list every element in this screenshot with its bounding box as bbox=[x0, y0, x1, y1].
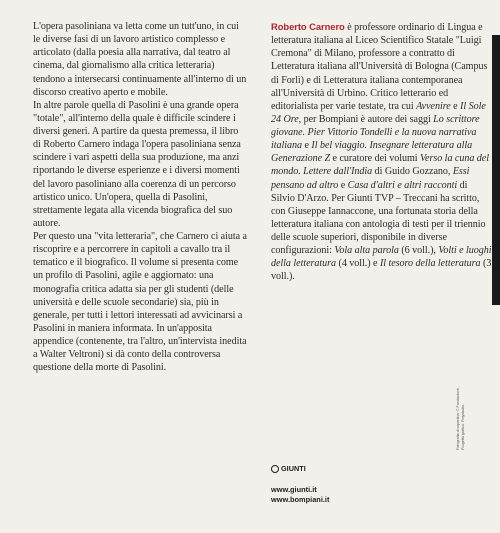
credit-line: Fotografia di copertina: © Fondazione... bbox=[456, 385, 460, 450]
italic-title: Volti e luoghi della letteratura bbox=[271, 245, 492, 270]
bio-text: , per Bompiani è autore dei saggi bbox=[298, 113, 434, 125]
italic-title: Verso la cuna del mondo. Lettere dall'India bbox=[271, 153, 489, 178]
author-name: Roberto Carnero bbox=[271, 21, 345, 32]
synopsis-paragraph: L'opera pasoliniana va letta come un tutt'uno, in cui le diverse fasi di un lavoro artistico complesso e articolato (dalla poesia alla narrativa, dal teatro al cinema, dal giornalismo alla critica letteraria) tendono a intersecarsi continuamente all'interno di un discorso creativo aperto e mobile. bbox=[33, 21, 247, 98]
side-bar bbox=[492, 35, 500, 305]
italic-title: Vola alta parola bbox=[334, 245, 399, 257]
url-giunti[interactable]: www.giunti.it bbox=[271, 485, 317, 494]
publisher-urls bbox=[271, 485, 329, 504]
author-bio-text bbox=[271, 22, 491, 282]
author-bio bbox=[271, 20, 493, 284]
italic-title: Il Sole 24 Ore bbox=[271, 100, 486, 125]
synopsis-paragraph: In altre parole quella di Pasolini è una grande opera "totale", all'interno della quale è difficile scindere i diversi generi. A partire da questa premessa, il libro di Roberto Carnero indaga l'opera pasoliniana senza scindere i vari aspetti della sua produzione, ma anzi riportando le diverse esperienze e i diversi momenti del lavoro pasoliniano alla coerenza di un percorso artistico unico. Un'opera, quella di Pasolini, strettamente legata alla vicenda biografica del suo autore. bbox=[33, 99, 241, 229]
bio-text: e curatore dei volumi bbox=[330, 153, 421, 165]
url-bompiani[interactable]: www.bompiani.it bbox=[271, 494, 330, 504]
publisher-logo bbox=[271, 464, 306, 473]
bio-text: è professore ordinario di Lingua e letteratura italiana al Liceo Scientifico Statale "Luigi Cremona" di Milano, professore a contratto di Letteratura italiana all'Università di Bologna (Campus di Forlì) e di Letteratura italiana contemporanea all'Università di Urbino. Critico letterario ed editorialista per varie testate, tra cui bbox=[271, 22, 488, 112]
italic-title: Casa d'altri e altri racconti bbox=[347, 179, 458, 191]
italic-title: Lo scrittore giovane. Pier Vittorio Tondelli e la nuova narrativa italiana bbox=[271, 113, 480, 152]
bio-text: (6 voll.), bbox=[398, 245, 439, 257]
bio-text: e bbox=[338, 179, 348, 191]
italic-title: Avvenire bbox=[416, 100, 451, 112]
credit-line: Progetto grafico: Polystudio. bbox=[460, 403, 465, 450]
giunti-logo-icon bbox=[271, 465, 279, 473]
bio-text: e bbox=[302, 140, 312, 152]
bio-text: di Silvio D'Arzo. Per Giunti TVP – Treccani ha scritto, con Giuseppe Iannaccone, una fortunata storia della letteratura italiana con antologia di testi per il triennio delle scuole superiori, disponibile in diverse configurazioni: bbox=[271, 179, 486, 257]
cover-credits bbox=[456, 385, 466, 450]
publisher-logo-text: GIUNTI bbox=[281, 464, 306, 473]
bio-text: e bbox=[450, 100, 461, 112]
synopsis-column bbox=[33, 20, 248, 374]
synopsis-paragraph: Per questo una "vita letteraria", che Carnero ci aiuta a riscoprire e a percorrere in capitoli a cavallo tra il tematico e il biografico. Il volume si presenta come un profilo di Pasolini, agile e aggiornato: una monografia critica adatta sia per gli studenti (delle università e delle scuole secondarie) sia, più in generale, per tutti i lettori interessati ad avvicinarsi a Pasolini in maniera informata. In un'apposita appendice (contenente, tra l'altro, un'intervista inedita a Walter Veltroni) si dà conto della controversa questione della morte di Pasolini. bbox=[33, 231, 247, 374]
bio-text: (4 voll.) e bbox=[336, 258, 380, 270]
italic-title: Il bel viaggio. Insegnare letteratura alla Generazione Z bbox=[271, 140, 473, 165]
italic-title: Essi pensano ad altro bbox=[271, 166, 470, 191]
bio-text: (3 voll.). bbox=[271, 258, 492, 283]
italic-title: Il tesoro della letteratura bbox=[379, 258, 481, 270]
author-bio-column bbox=[271, 20, 493, 284]
bio-text: di Guido Gozzano, bbox=[372, 166, 453, 178]
